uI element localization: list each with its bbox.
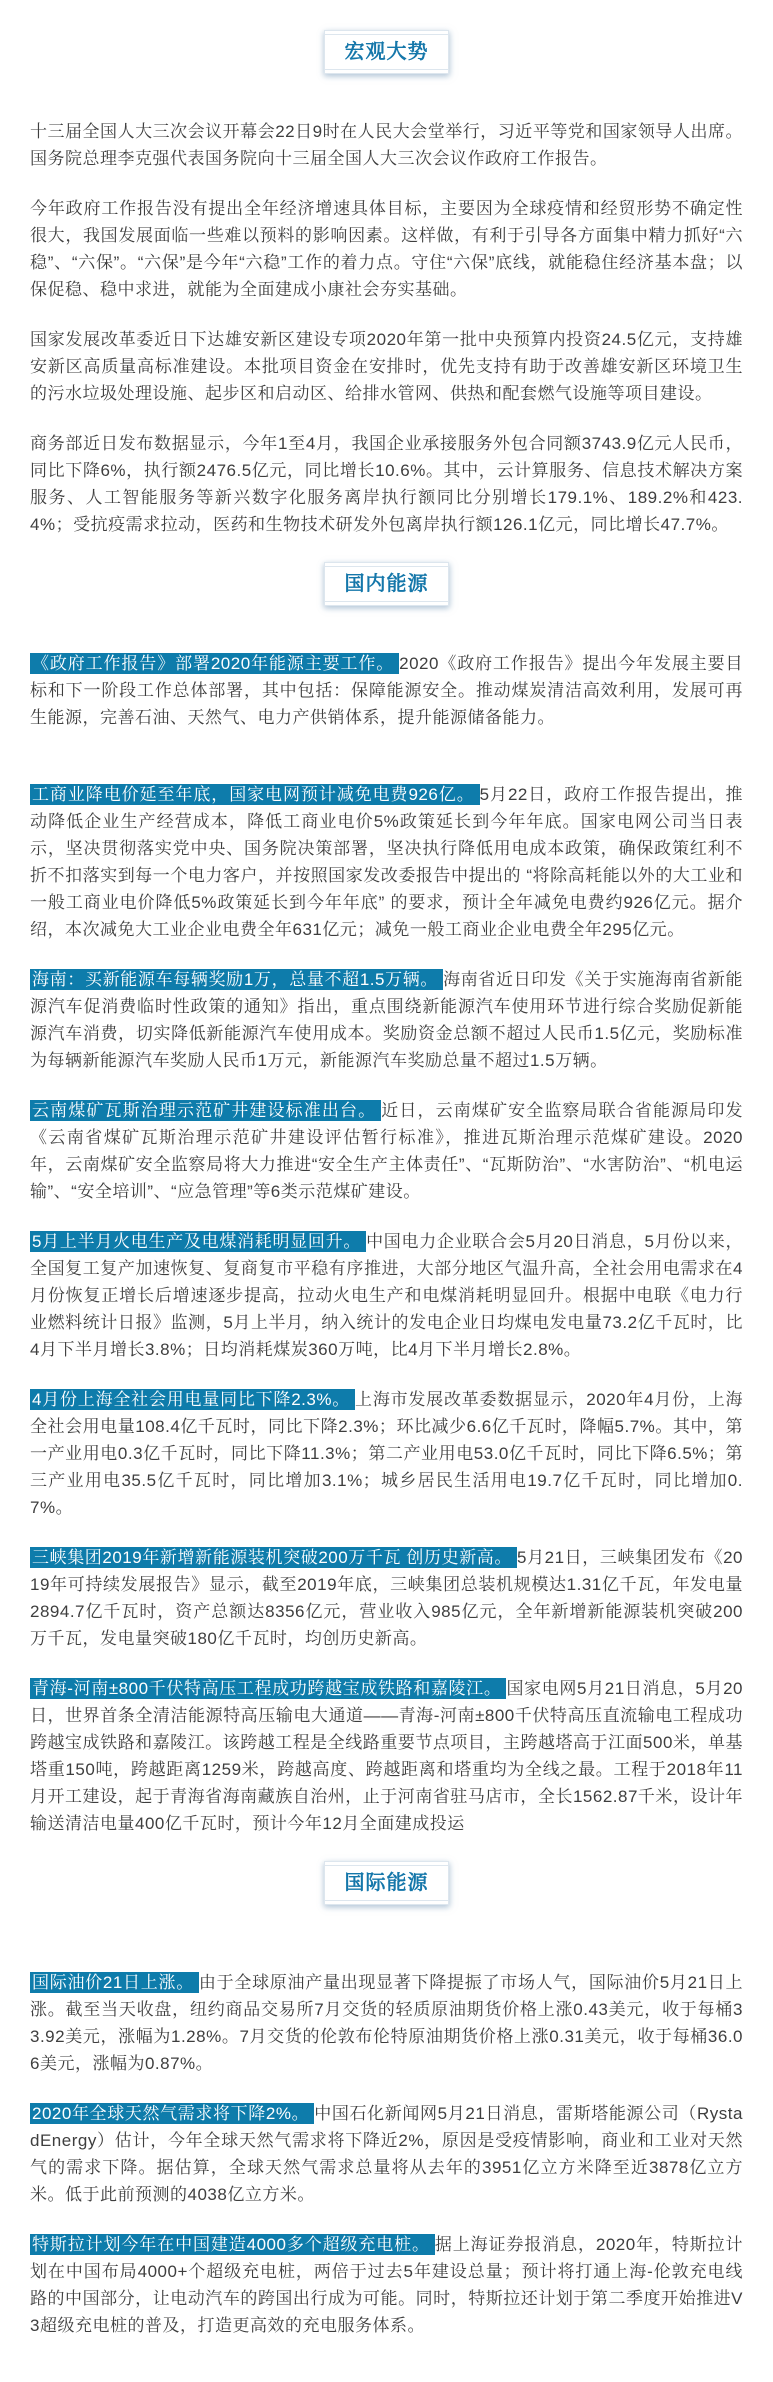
paragraph-text: 商务部近日发布数据显示，今年1至4月，我国企业承接服务外包合同额3743.9亿元人民币，同比下降6%，执行额2476.5亿元，同比增长10.6%。其中，云计算服务、信息技术解决方案服务、人工智能服务等新兴数字化服务离岸执行额同比分别增长179.1%、189.2%和423.4%；受抗疫需求拉动，医药和生物技术研发外包离岸执行额126.1亿元，同比增长47.7%。 xyxy=(30,434,743,534)
section-title: 国际能源 xyxy=(344,1872,429,1894)
paragraph-lead-highlight: 青海-河南±800千伏特高压工程成功跨越宝成铁路和嘉陵江。 xyxy=(30,1678,506,1699)
paragraph-text: 十三届全国人大三次会议开幕会22日9时在人民大会堂举行，习近平等党和国家领导人出席。国务院总理李克强代表国务院向十三届全国人大三次会议作政府工作报告。 xyxy=(30,122,743,168)
section-header-frame xyxy=(325,566,448,602)
paragraph xyxy=(30,430,743,538)
paragraph xyxy=(30,966,743,1074)
paragraph xyxy=(30,1386,743,1521)
paragraph xyxy=(30,2231,743,2339)
paragraph-text: 今年政府工作报告没有提出全年经济增速具体目标，主要因为全球疫情和经贸形势不确定性很大，我国发展面临一些难以预料的影响因素。这样做，有利于引导各方面集中精力抓好“六稳”、“六保”。“六保”是今年“六稳”工作的着力点。守住“六保”底线，就能稳住经济基本盘；以保促稳、稳中求进，就能为全面建成小康社会夯实基础。 xyxy=(30,199,743,299)
section-title: 宏观大势 xyxy=(344,41,429,63)
section-header-frame xyxy=(325,34,448,70)
paragraph xyxy=(30,1544,743,1652)
article xyxy=(30,30,743,2339)
paragraph-lead-highlight: 5月上半月火电生产及电煤消耗明显回升。 xyxy=(30,1231,366,1252)
section-title: 国内能源 xyxy=(344,573,429,595)
paragraph xyxy=(30,650,743,731)
paragraph-lead-highlight: 云南煤矿瓦斯治理示范矿井建设标准出台。 xyxy=(30,1100,381,1121)
paragraph xyxy=(30,326,743,407)
paragraph-text: 2020《政府工作报告》提出今年发展主要目标和下一阶段工作总体部署，其中包括：保障能源安全。推动煤炭清洁高效利用，发展可再生能源，完善石油、天然气、电力产供销体系，提升能源储备能力。 xyxy=(30,654,743,727)
section-header xyxy=(324,30,449,74)
paragraph xyxy=(30,195,743,303)
paragraph xyxy=(30,781,743,943)
paragraph-text: 据上海证券报消息，2020年，特斯拉计划在中国布局4000+个超级充电桩，两倍于过去5年建设总量；预计将打通上海-伦敦充电线路的中国部分，让电动汽车的跨国出行成为可能。同时，特斯拉还计划于第二季度开始推进V3超级充电桩的普及，打造更高效的充电服务体系。 xyxy=(30,2235,743,2335)
paragraph-lead-highlight: 《政府工作报告》部署2020年能源主要工作。 xyxy=(30,653,399,674)
paragraph-text: 近日，云南煤矿安全监察局联合省能源局印发《云南省煤矿瓦斯治理示范矿井建设评估暂行标准》，推进瓦斯治理示范煤矿建设。2020年，云南煤矿安全监察局将大力推进“安全生产主体责任”、“瓦斯防治”、“水害防治”、“机电运输”、“安全培训”、“应急管理”等6类示范煤矿建设。 xyxy=(30,1101,743,1201)
paragraph-text: 海南省近日印发《关于实施海南省新能源汽车促消费临时性政策的通知》指出，重点围绕新能源汽车使用环节进行综合奖励促新能源汽车消费，切实降低新能源汽车使用成本。奖励资金总额不超过人民币1.5亿元，奖励标准为每辆新能源汽车奖励人民币1万元，新能源汽车奖励总量不超过1.5万辆。 xyxy=(30,970,744,1070)
paragraph-lead-highlight: 海南：买新能源车每辆奖励1万，总量不超1.5万辆。 xyxy=(30,969,443,990)
paragraph-text: 5月21日，三峡集团发布《2019年可持续发展报告》显示，截至2019年底，三峡集团总装机规模达1.31亿千瓦，年发电量2894.7亿千瓦时，资产总额达8356亿元，营业收入985亿元，全年新增新能源装机突破200万千瓦，发电量突破180亿千瓦时，均创历史新高。 xyxy=(30,1548,743,1648)
section-header-frame xyxy=(325,1865,448,1901)
paragraph-lead-highlight: 2020年全球天然气需求将下降2%。 xyxy=(30,2103,314,2124)
paragraph xyxy=(30,1228,743,1363)
paragraph xyxy=(30,1675,743,1837)
paragraph-lead-highlight: 工商业降电价延至年底，国家电网预计减免电费926亿。 xyxy=(30,784,480,805)
paragraph-text: 上海市发展改革委数据显示，2020年4月份，上海全社会用电量108.4亿千瓦时，同比下降2.3%；环比减少6.6亿千瓦时，降幅5.7%。其中，第一产业用电0.3亿千瓦时，同比下降11.3%；第二产业用电53.0亿千瓦时，同比下降6.5%；第三产业用电35.5亿千瓦时，同比增加3.1%；城乡居民生活用电19.7亿千瓦时，同比增加0.7%。 xyxy=(30,1390,744,1517)
paragraph-lead-highlight: 4月份上海全社会用电量同比下降2.3%。 xyxy=(30,1389,355,1410)
paragraph-lead-highlight: 三峡集团2019年新增新能源装机突破200万千瓦 创历史新高。 xyxy=(30,1547,517,1568)
paragraph-text: 5月22日，政府工作报告提出，推动降低企业生产经营成本，降低工商业电价5%政策延长到今年年底。国家电网公司当日表示，坚决贯彻落实党中央、国务院决策部署，坚决执行降低用电成本政策，确保政策红利不折不扣落实到每一个电力客户，并按照国家发改委报告中提出的 “将除高耗能以外的大工业和一般工商业电价降低5%政策延长到今年年底” 的要求，预计全年减免电费约926亿元。据介绍，本次减免大工业企业电费全年631亿元；减免一般工商业企业电费全年295亿元。 xyxy=(30,785,743,939)
paragraph-text: 国家发展改革委近日下达雄安新区建设专项2020年第一批中央预算内投资24.5亿元，支持雄安新区高质量高标准建设。本批项目资金在安排时，优先支持有助于改善雄安新区环境卫生的污水垃圾处理设施、起步区和启动区、给排水管网、供热和配套燃气设施等项目建设。 xyxy=(30,330,743,403)
paragraph-text: 中国石化新闻网5月21日消息，雷斯塔能源公司（RystadEnergy）估计，今年全球天然气需求将下降近2%，原因是受疫情影响，商业和工业对天然气的需求下降。据估算，全球天然气需求总量将从去年的3951亿立方米降至近3878亿立方米。低于此前预测的4038亿立方米。 xyxy=(30,2104,743,2204)
paragraph xyxy=(30,1969,743,2077)
paragraph xyxy=(30,1097,743,1205)
paragraph-text: 国家电网5月21日消息，5月20日，世界首条全清洁能源特高压输电大通道——青海-河南±800千伏特高压直流输电工程成功跨越宝成铁路和嘉陵江。该跨越工程是全线路重要节点项目，主跨越塔高于江面500米，单基塔重150吨，跨越距离1259米，跨越高度、跨越距离和塔重均为全线之最。工程于2018年11月开工建设，起于青海省海南藏族自治州，止于河南省驻马店市，全长1562.87千米，设计年输送清洁电量400亿千瓦时，预计今年12月全面建成投运 xyxy=(30,1679,743,1833)
paragraph-text: 由于全球原油产量出现显著下降提振了市场人气，国际油价5月21日上涨。截至当天收盘，纽约商品交易所7月交货的轻质原油期货价格上涨0.43美元，收于每桶33.92美元，涨幅为1.28%。7月交货的伦敦布伦特原油期货价格上涨0.31美元，收于每桶36.06美元，涨幅为0.87%。 xyxy=(30,1973,743,2073)
paragraph-text: 中国电力企业联合会5月20日消息，5月份以来，全国复工复产加速恢复、复商复市平稳有序推进，大部分地区气温升高，全社会用电需求在4月份恢复正增长后增速逐步提高，拉动火电生产和电煤消耗明显回升。根据中电联《电力行业燃料统计日报》监测，5月上半月，纳入统计的发电企业日均煤电发电量73.2亿千瓦时，比4月下半月增长3.8%；日均消耗煤炭360万吨，比4月下半月增长2.8%。 xyxy=(30,1232,743,1359)
paragraph-lead-highlight: 国际油价21日上涨。 xyxy=(30,1972,199,1993)
paragraph xyxy=(30,118,743,172)
section-header xyxy=(324,562,449,606)
section-header xyxy=(324,1861,449,1905)
paragraph xyxy=(30,2100,743,2208)
paragraph-lead-highlight: 特斯拉计划今年在中国建造4000多个超级充电桩。 xyxy=(30,2234,435,2255)
